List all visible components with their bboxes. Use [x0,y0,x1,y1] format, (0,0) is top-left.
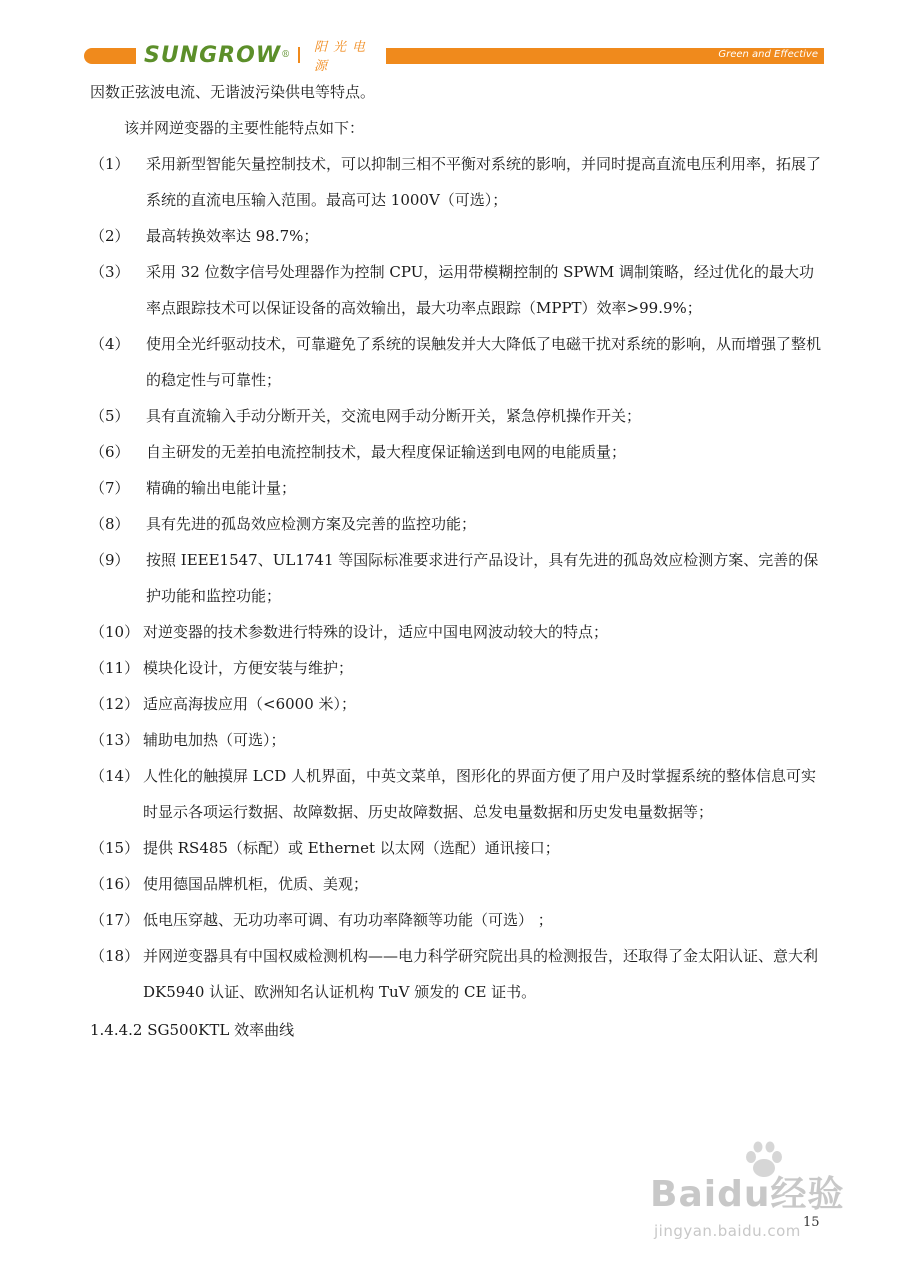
feature-text: 提供 RS485（标配）或 Ethernet 以太网（选配）通讯接口； [143,839,560,857]
feature-item [90,614,828,650]
feature-number: （5） [90,407,130,425]
feature-number: （4） [90,335,130,353]
feature-number: （17） [90,911,140,929]
feature-item [90,866,828,902]
feature-item [90,326,828,398]
feature-item [90,146,828,218]
feature-text: 人性化的触摸屏 LCD 人机界面，中英文菜单，图形化的界面方便了用户及时掌握系统的整体信息可实时显示各项运行数据、故障数据、历史故障数据、总发电量数据和历史发电量数据等； [143,767,817,821]
feature-item [90,434,828,470]
feature-text: 采用 32 位数字信号处理器作为控制 CPU，运用带模糊控制的 SPWM 调制策略，经过优化的最大功率点跟踪技术可以保证设备的高效输出，最大功率点跟踪（MPPT）效率>99.9%； [146,263,815,317]
feature-item [90,398,828,434]
feature-number: （8） [90,515,130,533]
feature-text: 模块化设计，方便安装与维护； [143,659,354,677]
feature-item [90,722,828,758]
logo-text: SUNGROW [144,42,282,68]
feature-text: 并网逆变器具有中国权威检测机构——电力科学研究院出具的检测报告，还取得了金太阳认证、意大利 DK5940 认证、欧洲知名认证机构 TuV 颁发的 CE 证书。 [143,947,819,1001]
feature-number: （11） [90,659,140,677]
feature-text: 低电压穿越、无功功率可调、有功功率降额等功能（可选） ； [143,911,553,929]
feature-text: 使用德国品牌机柜，优质、美观； [143,875,369,893]
feature-number: （3） [90,263,130,281]
feature-item [90,542,828,614]
feature-text: 辅助电加热（可选）； [143,731,286,749]
header-tagline: Green and Effective [718,49,818,60]
feature-text: 使用全光纤驱动技术，可靠避免了系统的误触发并大大降低了电磁干扰对系统的影响，从而增强了整机的稳定性与可靠性； [146,335,822,389]
feature-item [90,686,828,722]
feature-item [90,938,828,1010]
feature-text: 自主研发的无差拍电流控制技术，最大程度保证输送到电网的电能质量； [146,443,627,461]
watermark-url: jingyan.baidu.com [654,1222,801,1240]
feature-text: 精确的输出电能计量； [146,479,297,497]
feature-text: 对逆变器的技术参数进行特殊的设计，适应中国电网波动较大的特点； [143,623,609,641]
company-logo [136,40,386,74]
feature-text: 采用新型智能矢量控制技术，可以抑制三相不平衡对系统的影响，并同时提高直流电压利用率，拓展了系统的直流电压输入范围。最高可达 1000V（可选）； [146,155,822,209]
feature-number: （16） [90,875,140,893]
intro-line: 因数正弦波电流、无谐波污染供电等特点。 [90,83,376,101]
feature-text: 具有先进的孤岛效应检测方案及完善的监控功能； [146,515,477,533]
logo-divider [298,47,300,63]
page-header [84,40,824,74]
feature-text: 适应高海拔应用（<6000 米）； [143,695,357,713]
registered-mark: ® [281,50,291,60]
feature-number: （2） [90,227,130,245]
feature-text: 最高转换效率达 98.7%； [146,227,319,245]
logo-chinese: 阳光电源 [313,40,371,74]
baidu-watermark [640,1140,860,1250]
feature-number: （9） [90,551,130,569]
feature-number: （7） [90,479,130,497]
feature-number: （10） [90,623,140,641]
feature-item [90,758,828,830]
feature-list [90,146,828,1010]
feature-number: （6） [90,443,130,461]
feature-item [90,218,828,254]
watermark-brand: Baidu经验 [650,1174,845,1215]
feature-number: （15） [90,839,140,857]
feature-item [90,650,828,686]
feature-item [90,254,828,326]
section-heading: 1.4.4.2 SG500KTL 效率曲线 [90,1021,295,1039]
feature-item [90,830,828,866]
page-number: 15 [803,1215,820,1230]
features-intro: 该并网逆变器的主要性能特点如下： [124,119,365,137]
feature-number: （13） [90,731,140,749]
feature-number: （18） [90,947,140,965]
feature-number: （12） [90,695,140,713]
document-body [90,74,828,1048]
feature-text: 按照 IEEE1547、UL1741 等国际标准要求进行产品设计，具有先进的孤岛效应检测方案、完善的保护功能和监控功能； [146,551,819,605]
feature-item [90,902,828,938]
feature-number: （1） [90,155,130,173]
feature-number: （14） [90,767,140,785]
feature-item [90,506,828,542]
feature-text: 具有直流输入手动分断开关，交流电网手动分断开关，紧急停机操作开关； [146,407,642,425]
feature-item [90,470,828,506]
